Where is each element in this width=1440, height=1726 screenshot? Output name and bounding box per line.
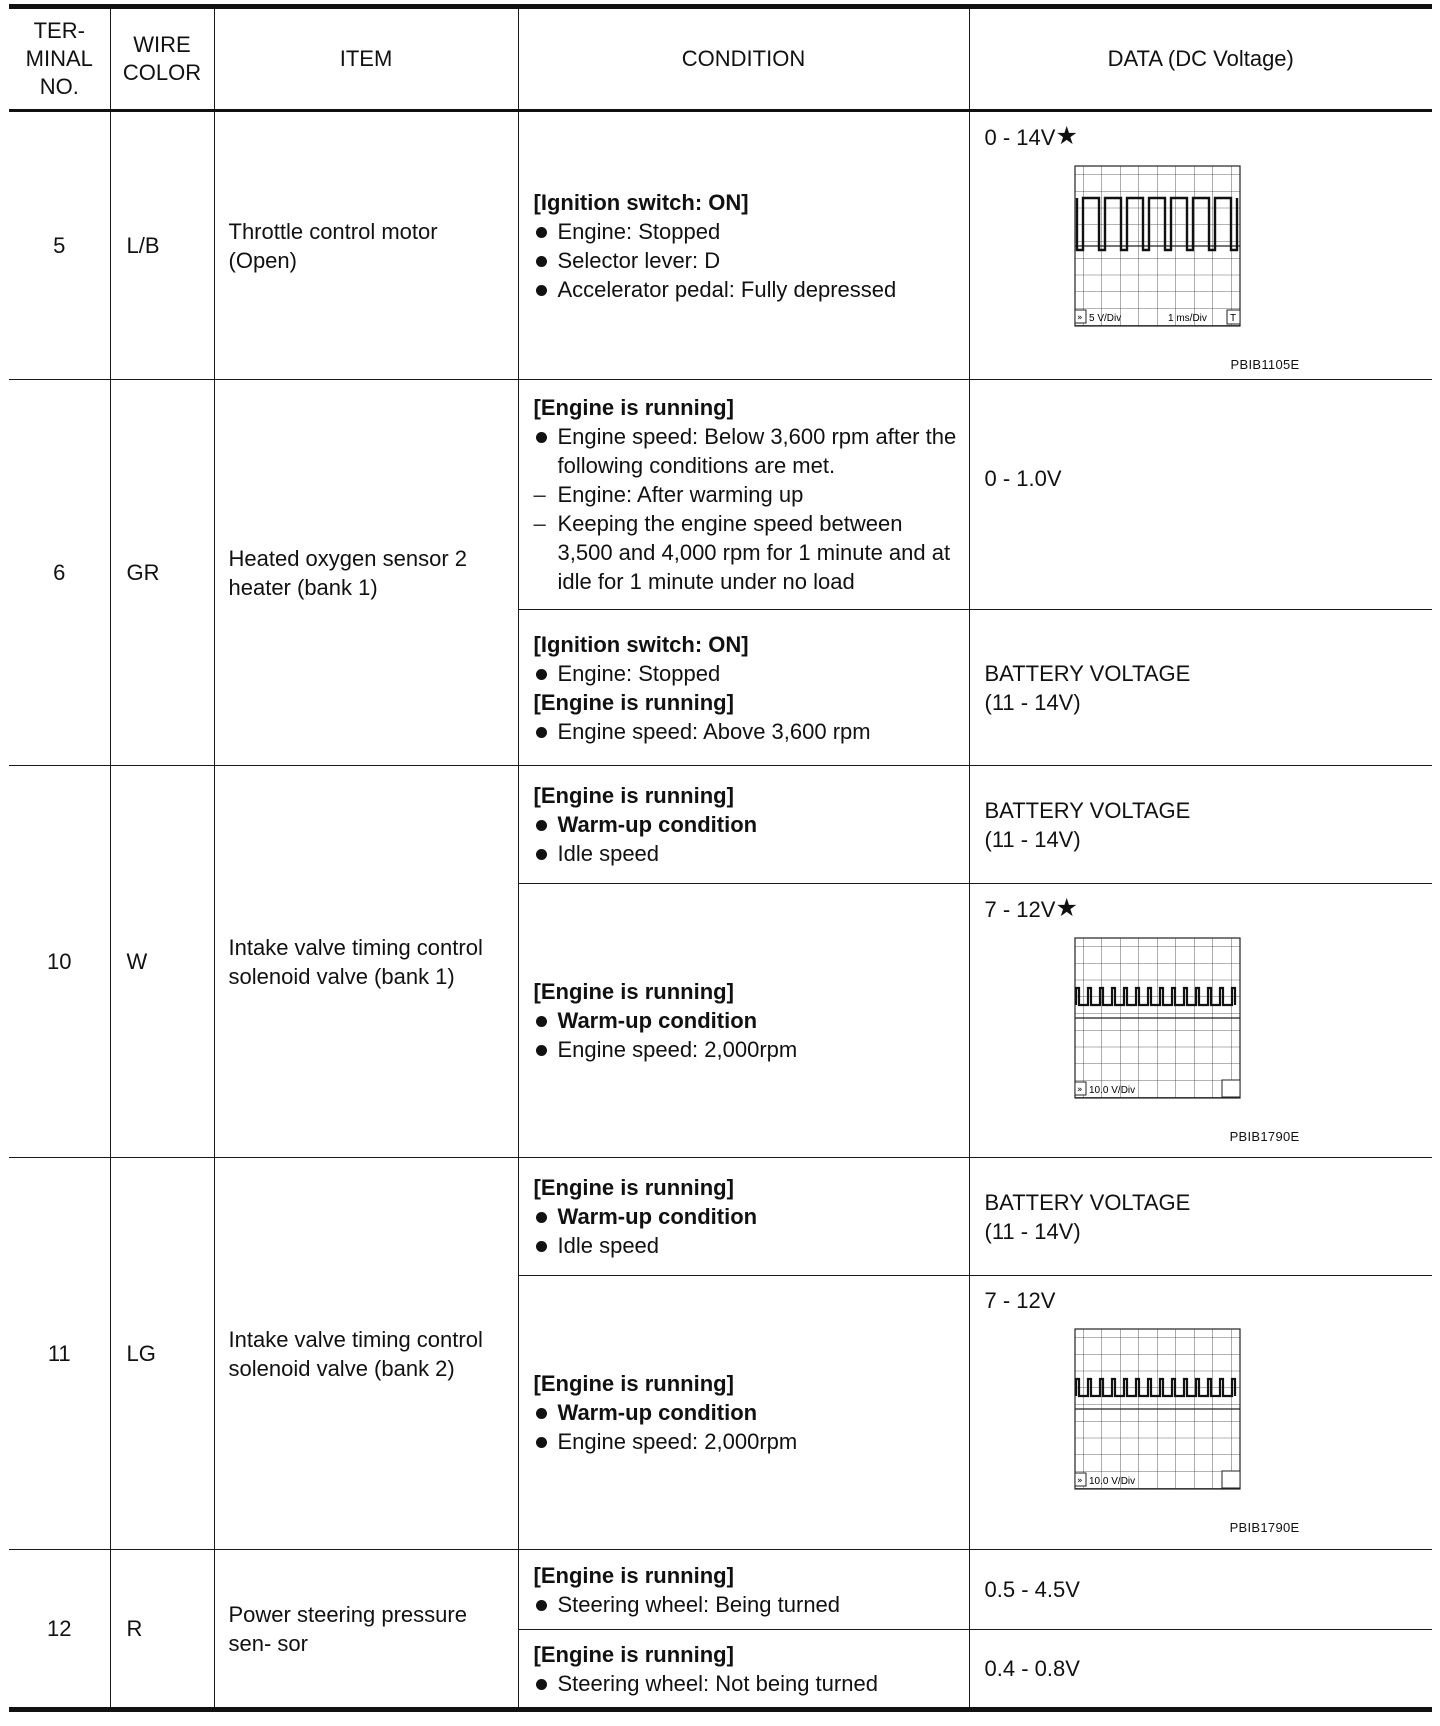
data-value-range: (11 - 14V) bbox=[984, 689, 1081, 715]
scope-pulse-wave-graphic bbox=[1065, 1321, 1265, 1511]
condition-bullet: Engine speed: Above 3,600 rpm bbox=[534, 717, 959, 746]
figure-code: PBIB1790E bbox=[1229, 1129, 1300, 1144]
condition-cell bbox=[518, 111, 969, 380]
scope-time-division: 1 ms/Div bbox=[1167, 313, 1207, 324]
condition-bullet: Steering wheel: Not being turned bbox=[534, 1669, 959, 1698]
header-item: ITEM bbox=[214, 7, 518, 111]
condition-subitem: – Engine: After warming up bbox=[534, 480, 959, 509]
wire-color: R bbox=[110, 1550, 214, 1710]
data-value: 0 - 1.0V bbox=[984, 466, 1062, 491]
terminal-data-table-container bbox=[9, 4, 1432, 1712]
data-cell: 0.5 - 4.5V bbox=[969, 1550, 1432, 1630]
double-chevron-right-icon: » bbox=[1076, 313, 1083, 323]
data-value: 7 - 12V bbox=[984, 1288, 1056, 1313]
header-wire-color: WIRE COLOR bbox=[110, 7, 214, 111]
item-name: Heated oxygen sensor 2 heater (bank 1) bbox=[214, 380, 518, 766]
scope-pulse-wave-graphic bbox=[1065, 930, 1265, 1120]
scope-voltage-division: 5 V/Div bbox=[1088, 313, 1121, 324]
data-value-range: (11 - 14V) bbox=[984, 1218, 1081, 1244]
condition-bullet: Selector lever: D bbox=[534, 246, 959, 275]
item-name: Intake valve timing control solenoid valve (bank 2) bbox=[214, 1158, 518, 1550]
condition-bullet: Engine speed: Below 3,600 rpm after the following conditions are met. bbox=[534, 422, 959, 480]
condition-heading: [Engine is running] bbox=[533, 395, 734, 420]
oscilloscope-waveform bbox=[1065, 1321, 1265, 1511]
terminal-number: 6 bbox=[9, 380, 110, 766]
item-name: Intake valve timing control solenoid valve (bank 1) bbox=[214, 766, 518, 1158]
double-chevron-right-icon: » bbox=[1076, 1085, 1083, 1095]
figure-code: PBIB1790E bbox=[1229, 1520, 1300, 1535]
condition-subitem: – Keeping the engine speed between 3,500 and 4,000 rpm for 1 minute and at idle for 1 minute under no load bbox=[534, 509, 959, 596]
terminal-number: 12 bbox=[9, 1550, 110, 1710]
table-row bbox=[9, 1158, 1432, 1276]
table-row bbox=[9, 1550, 1432, 1630]
condition-cell bbox=[518, 380, 969, 610]
header-terminal-no: TER- MINAL NO. bbox=[9, 7, 110, 111]
condition-heading: [Engine is running] bbox=[533, 783, 734, 808]
data-cell bbox=[969, 111, 1432, 380]
data-value-range: (11 - 14V) bbox=[984, 826, 1081, 852]
double-chevron-right-icon: » bbox=[1076, 1476, 1083, 1486]
condition-bullet: Engine speed: 2,000rpm bbox=[534, 1427, 959, 1456]
condition-bullet: Engine: Stopped bbox=[534, 217, 959, 246]
condition-heading: [Engine is running] bbox=[533, 1175, 734, 1200]
wire-color: LG bbox=[110, 1158, 214, 1550]
data-cell bbox=[969, 884, 1432, 1158]
terminal-number: 5 bbox=[9, 111, 110, 380]
condition-bullet: Steering wheel: Being turned bbox=[534, 1590, 959, 1619]
scope-voltage-division: 10.0 V/Div bbox=[1088, 1085, 1135, 1096]
data-cell bbox=[969, 380, 1432, 610]
condition-heading: [Engine is running] bbox=[533, 1641, 734, 1667]
condition-heading: [Ignition switch: ON] bbox=[533, 189, 749, 215]
condition-bullet: Idle speed bbox=[534, 1231, 959, 1260]
star-icon: ★ bbox=[1055, 122, 1078, 150]
wire-color: GR bbox=[110, 380, 214, 766]
condition-cell bbox=[518, 610, 969, 766]
condition-bullet: Warm-up condition bbox=[534, 1006, 959, 1035]
condition-heading: [Engine is running] bbox=[533, 689, 734, 715]
data-value: BATTERY VOLTAGE bbox=[984, 1189, 1191, 1215]
table-row bbox=[9, 380, 1432, 610]
condition-cell bbox=[518, 766, 969, 884]
header-row bbox=[9, 7, 1432, 111]
scope-square-wave-graphic bbox=[1065, 158, 1265, 348]
data-cell bbox=[969, 1158, 1432, 1276]
item-name: Throttle control motor (Open) bbox=[214, 111, 518, 380]
condition-cell bbox=[518, 1158, 969, 1276]
data-value: 7 - 12V bbox=[984, 897, 1056, 922]
condition-bullet: Accelerator pedal: Fully depressed bbox=[534, 275, 959, 304]
data-value: 0 - 14V bbox=[984, 125, 1056, 150]
condition-cell bbox=[518, 1630, 969, 1710]
star-icon: ★ bbox=[1055, 894, 1078, 922]
data-value: BATTERY VOLTAGE bbox=[984, 660, 1191, 686]
data-value: BATTERY VOLTAGE bbox=[984, 797, 1191, 823]
wire-color: W bbox=[110, 766, 214, 1158]
terminal-data-table bbox=[9, 4, 1432, 1712]
scope-voltage-division: 10.0 V/Div bbox=[1088, 1476, 1135, 1487]
condition-heading: [Engine is running] bbox=[533, 979, 734, 1004]
condition-bullet: Warm-up condition bbox=[534, 810, 959, 839]
header-condition: CONDITION bbox=[518, 7, 969, 111]
condition-bullet: Engine: Stopped bbox=[534, 659, 959, 688]
condition-heading: [Engine is running] bbox=[533, 1371, 734, 1396]
condition-heading: [Ignition switch: ON] bbox=[533, 631, 749, 657]
table-row bbox=[9, 111, 1432, 380]
condition-cell bbox=[518, 1550, 969, 1630]
condition-cell bbox=[518, 1276, 969, 1550]
data-cell bbox=[969, 610, 1432, 766]
condition-bullet: Engine speed: 2,000rpm bbox=[534, 1035, 959, 1064]
terminal-number: 11 bbox=[9, 1158, 110, 1550]
condition-heading: [Engine is running] bbox=[533, 1562, 734, 1588]
oscilloscope-waveform bbox=[1065, 158, 1265, 348]
condition-bullet: Idle speed bbox=[534, 839, 959, 868]
data-cell bbox=[969, 766, 1432, 884]
condition-bullet: Warm-up condition bbox=[534, 1202, 959, 1231]
data-cell: 0.4 - 0.8V bbox=[969, 1630, 1432, 1710]
figure-code: PBIB1105E bbox=[1230, 357, 1300, 372]
condition-bullet: Warm-up condition bbox=[534, 1398, 959, 1427]
oscilloscope-waveform bbox=[1065, 930, 1265, 1120]
table-row bbox=[9, 766, 1432, 884]
scope-trigger-marker: T bbox=[1229, 313, 1236, 324]
terminal-number: 10 bbox=[9, 766, 110, 1158]
item-name: Power steering pressure sen- sor bbox=[214, 1550, 518, 1710]
data-cell bbox=[969, 1276, 1432, 1550]
wire-color: L/B bbox=[110, 111, 214, 380]
header-data: DATA (DC Voltage) bbox=[969, 7, 1432, 111]
condition-cell bbox=[518, 884, 969, 1158]
